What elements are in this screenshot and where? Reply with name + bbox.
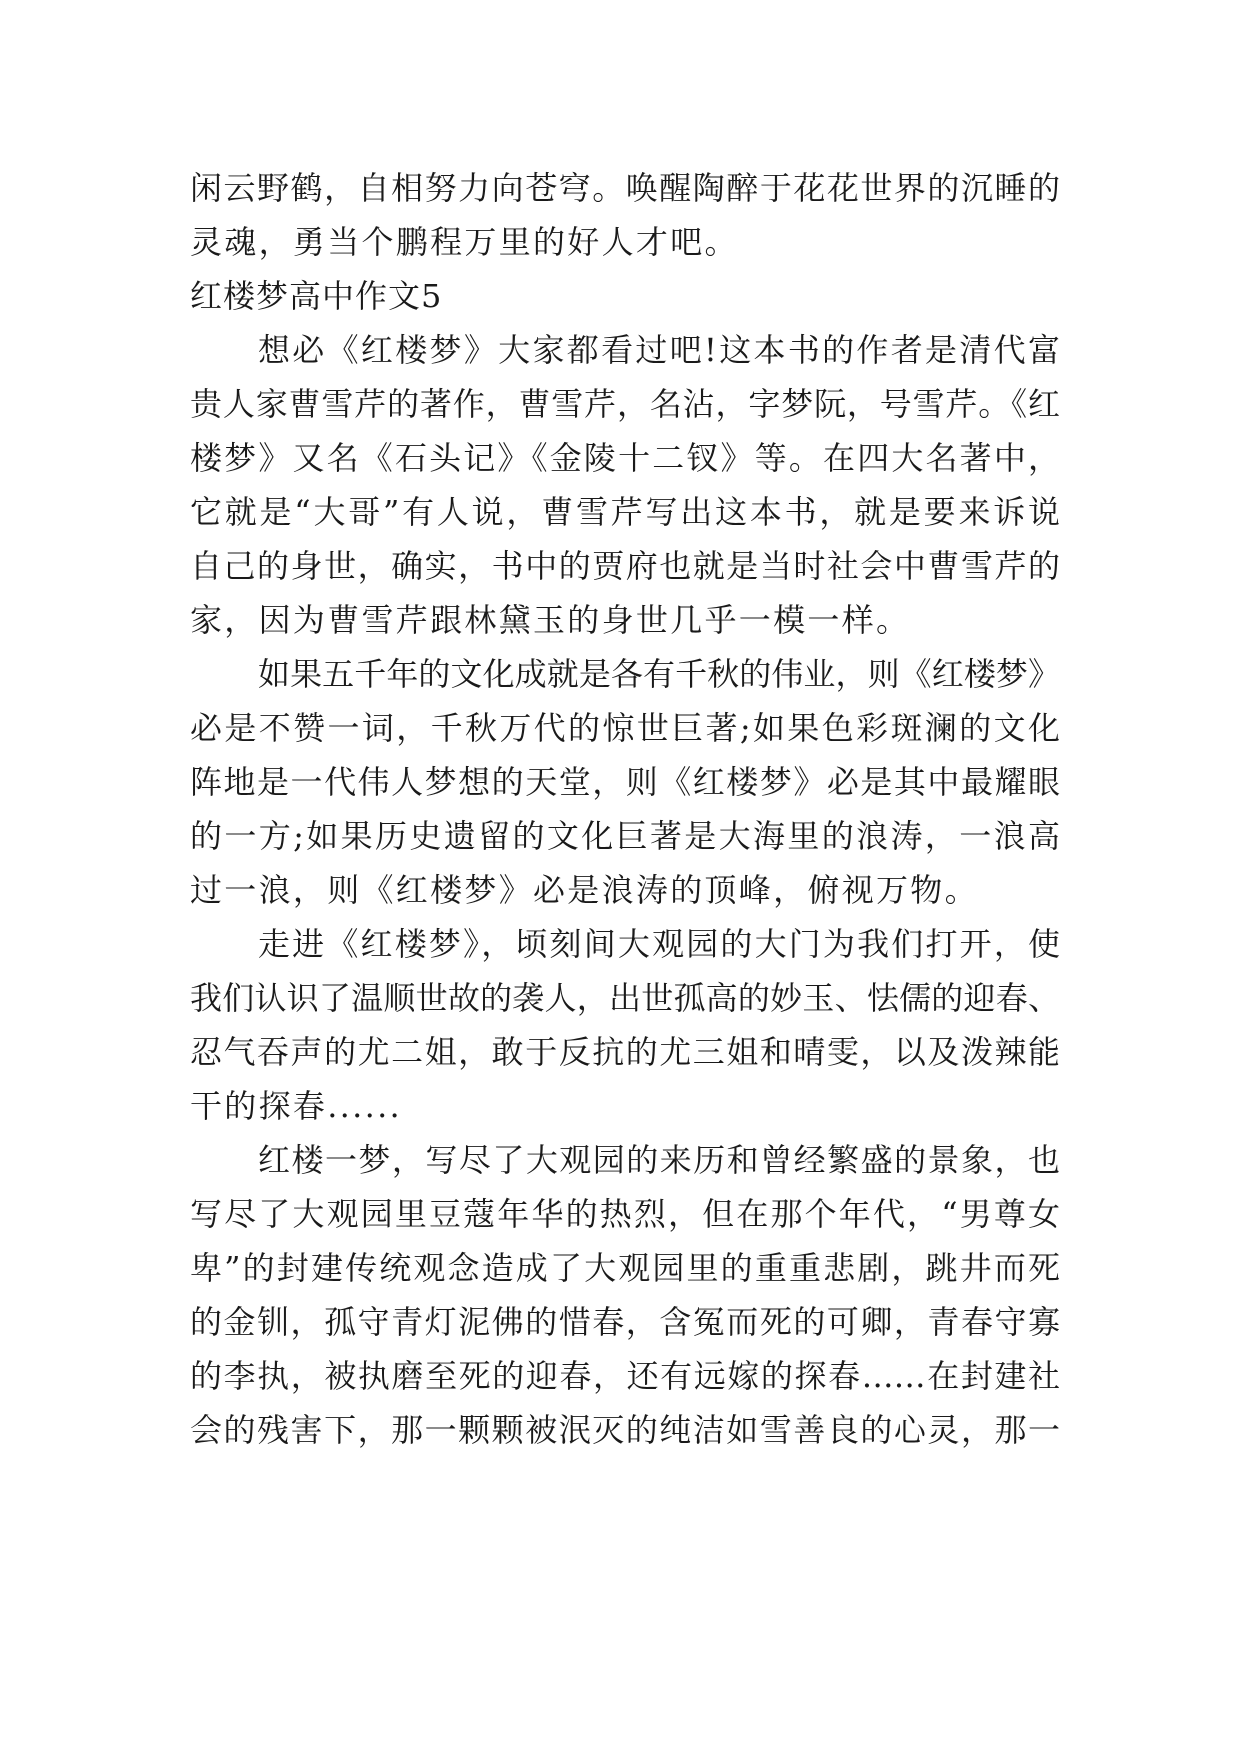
- text-line: 红楼一梦，写尽了大观园的来历和曾经繁盛的景象，也: [258, 1141, 1060, 1179]
- text-line: 贵人家曹雪芹的著作，曹雪芹，名沾，字梦阮，号雪芹。《红: [190, 385, 1060, 423]
- text-line: 自己的身世，确实，书中的贾府也就是当时社会中曹雪芹的: [190, 547, 1060, 585]
- text-line: 闲云野鹤，自相努力向苍穹。唤醒陶醉于花花世界的沉睡的: [190, 169, 1060, 207]
- text-line: 必是不赞一词，千秋万代的惊世巨著;如果色彩斑澜的文化: [190, 709, 1060, 747]
- section-heading: 红楼梦高中作文5: [190, 277, 443, 315]
- text-line: 卑”的封建传统观念造成了大观园里的重重悲剧，跳井而死: [190, 1249, 1060, 1287]
- text-line: 楼梦》又名《石头记》《金陵十二钗》等。在四大名著中，: [190, 439, 1060, 477]
- text-line: 走进《红楼梦》，顷刻间大观园的大门为我们打开，使: [258, 925, 1060, 963]
- text-line: 家，因为曹雪芹跟林黛玉的身世几乎一模一样。: [190, 601, 911, 639]
- text-line: 想必《红楼梦》大家都看过吧!这本书的作者是清代富: [258, 331, 1060, 369]
- text-line: 会的残害下，那一颗颗被泯灭的纯洁如雪善良的心灵，那一: [190, 1411, 1060, 1449]
- text-line: 忍气吞声的尤二姐，敢于反抗的尤三姐和晴雯，以及泼辣能: [190, 1033, 1060, 1071]
- essay-body: [190, 161, 1060, 1457]
- text-line: 过一浪，则《红楼梦》必是浪涛的顶峰，俯视万物。: [190, 871, 979, 909]
- text-line: 干的探春......: [190, 1087, 403, 1125]
- text-line: 的一方;如果历史遗留的文化巨著是大海里的浪涛，一浪高: [190, 817, 1060, 855]
- text-line: 阵地是一代伟人梦想的天堂，则《红楼梦》必是其中最耀眼: [190, 763, 1060, 801]
- text-line: 如果五千年的文化成就是各有千秋的伟业，则《红楼梦》: [258, 655, 1060, 693]
- text-line: 我们认识了温顺世故的袭人，出世孤高的妙玉、怯儒的迎春、: [190, 979, 1060, 1017]
- text-line: 灵魂，勇当个鹏程万里的好人才吧。: [190, 223, 739, 261]
- text-line: 的李执，被执磨至死的迎春，还有远嫁的探春……在封建社: [190, 1357, 1060, 1395]
- text-line: 写尽了大观园里豆蔻年华的热烈，但在那个年代，“男尊女: [190, 1195, 1060, 1233]
- text-line: 它就是“大哥”有人说，曹雪芹写出这本书，就是要来诉说: [190, 493, 1060, 531]
- text-line: 的金钏，孤守青灯泥佛的惜春，含冤而死的可卿，青春守寡: [190, 1303, 1060, 1341]
